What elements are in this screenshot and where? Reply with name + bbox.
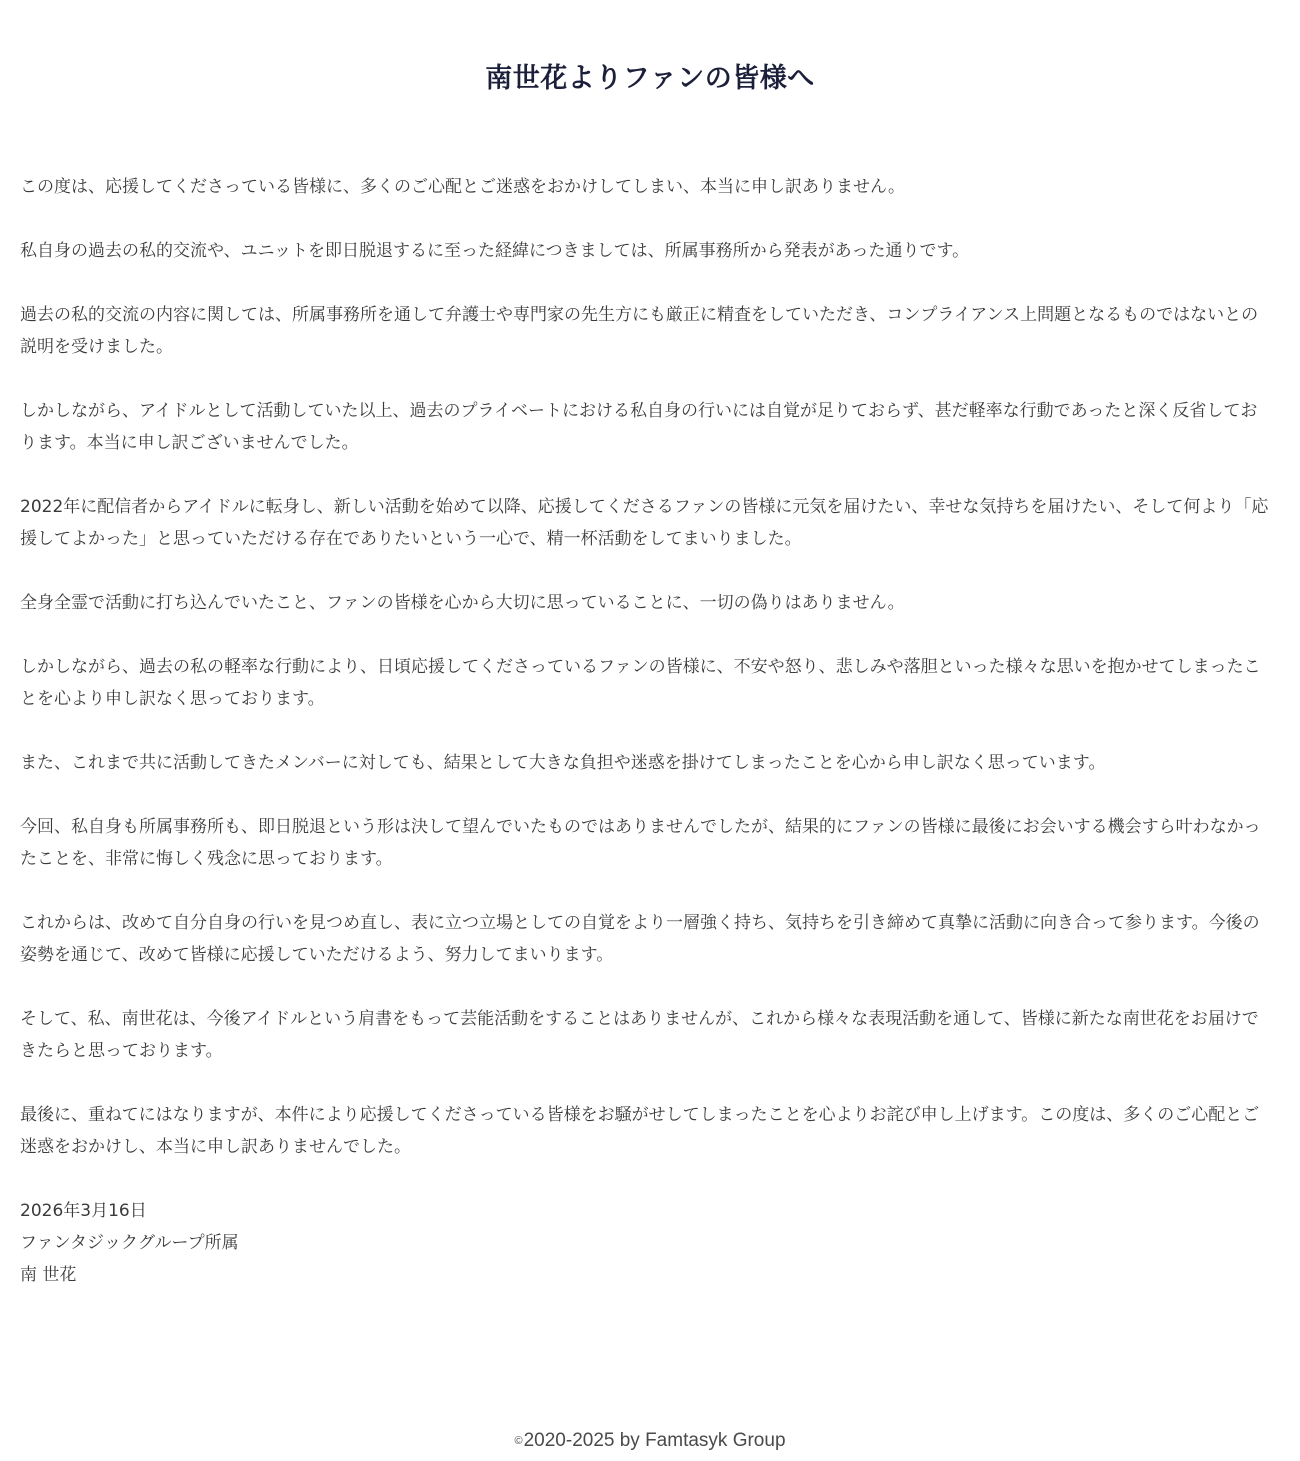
statement-paragraph: 過去の私的交流の内容に関しては、所属事務所を通して弁護士や専門家の先生方にも厳正に精査をしていただき、コンプライアンス上問題となるものではないとの説明を受けました。 — [20, 305, 1259, 357]
footer-text: 2020-2025 by Famtasyk Group — [523, 1430, 786, 1451]
statement-paragraph: しかしながら、アイドルとして活動していた以上、過去のプライベートにおける私自身の行いには自覚が足りておらず、甚だ軽率な行動であったと深く反省しております。本当に申し訳ございませんでした。 — [20, 401, 1258, 453]
statement-paragraph: そして、私、南世花は、今後アイドルという肩書をもって芸能活動をすることはありませんが、これから様々な表現活動を通して、皆様に新たな南世花をお届けできたらと思っております。 — [20, 1009, 1259, 1061]
signature-date: 2026年3月16日 — [20, 1201, 147, 1221]
statement-paragraph: これからは、改めて自分自身の行いを見つめ直し、表に立つ立場としての自覚をより一層強く持ち、気持ちを引き締めて真摯に活動に向き合って参ります。今後の姿勢を通じて、改めて皆様に応援していただけるよう、努力してまいります。 — [20, 913, 1260, 965]
statement-paragraph: 今回、私自身も所属事務所も、即日脱退という形は決して望んでいたものではありませんでしたが、結果的にファンの皆様に最後にお会いする機会すら叶わなかったことを、非常に悔しく残念に思っております。 — [20, 817, 1261, 869]
statement-body — [20, 171, 1270, 1291]
statement-paragraph: また、これまで共に活動してきたメンバーに対しても、結果として大きな負担や迷惑を掛けてしまったことを心から申し訳なく思っています。 — [20, 753, 1106, 773]
signature-block — [20, 1195, 1270, 1291]
statement-paragraph: 全身全霊で活動に打ち込んでいたこと、ファンの皆様を心から大切に思っていることに、一切の偽りはありません。 — [20, 593, 905, 613]
copyright-symbol: © — [514, 1434, 523, 1447]
footer-copyright — [0, 1430, 1300, 1452]
signature-affiliation: ファンタジックグループ所属 — [20, 1233, 239, 1253]
statement-paragraph: 2022年に配信者からアイドルに転身し、新しい活動を始めて以降、応援してくださるファンの皆様に元気を届けたい、幸せな気持ちを届けたい、そして何より「応援してよかった」と思っていただける存在でありたいという一心で、精一杯活動をしてまいりました。 — [20, 497, 1269, 549]
page-title: 南世花よりファンの皆様へ — [485, 63, 815, 94]
statement-paragraph: しかしながら、過去の私の軽率な行動により、日頃応援してくださっているファンの皆様に、不安や怒り、悲しみや落胆といった様々な思いを抱かせてしまったことを心より申し訳なく思っております。 — [20, 657, 1261, 709]
signature-name: 南 世花 — [20, 1265, 77, 1285]
statement-paragraph: この度は、応援してくださっている皆様に、多くのご心配とご迷惑をおかけしてしまい、本当に申し訳ありません。 — [20, 177, 906, 197]
statement-paragraph: 最後に、重ねてにはなりますが、本件により応援してくださっている皆様をお騒がせしてしまったことを心よりお詫び申し上げます。この度は、多くのご心配とご迷惑をおかけし、本当に申し訳ありませんでした。 — [20, 1105, 1260, 1157]
statement-paragraph: 私自身の過去の私的交流や、ユニットを即日脱退するに至った経緯につきましては、所属事務所から発表があった通りです。 — [20, 241, 970, 261]
